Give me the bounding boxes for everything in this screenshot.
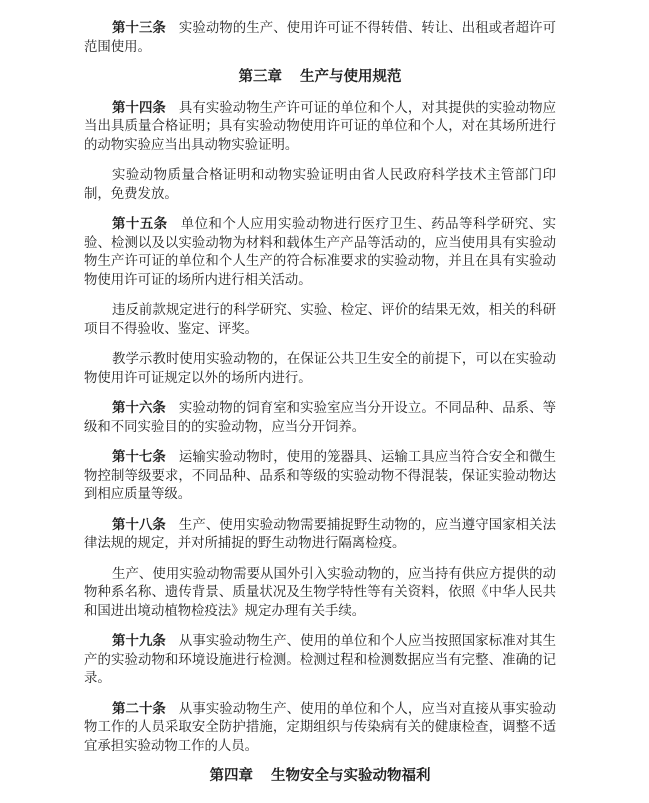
article-15-paragraph-2-text: 违反前款规定进行的科学研究、实验、检定、评价的结果无效，相关的科研项目不得验收、鉴定、评奖。 <box>84 302 556 336</box>
article-14-paragraph-2-text: 实验动物质量合格证明和动物实验证明由省人民政府科学技术主管部门印制，免费发放。 <box>84 167 556 201</box>
article-18-paragraph-2 <box>84 565 556 621</box>
article-20-text: 从事实验动物生产、使用的单位和个人，应当对直接从事实验动物工作的人员采取安全防护措施，定期组织与传染病有关的健康检查，调整不适宜承担实验动物工作的人员。 <box>84 700 557 753</box>
article-14-paragraph <box>84 99 556 155</box>
article-18-paragraph-2-text: 生产、使用实验动物需要从国外引入实验动物的，应当持有供应方提供的动物种系名称、遗传背景、质量状况及生物学特性等有关资料，依照《中华人民共和国进出境动植物检疫法》规定办理有关手续。 <box>84 565 556 618</box>
chapter-4-heading <box>84 767 556 786</box>
article-17-text: 运输实验动物时，使用的笼器具、运输工具应当符合安全和微生物控制等级要求，不同品种、品系和等级的实验动物不得混装，保证实验动物达到相应质量等级。 <box>84 449 557 501</box>
article-15-number: 第十五条 <box>112 216 168 231</box>
article-19-number: 第十九条 <box>112 633 166 648</box>
article-19-paragraph <box>84 632 556 688</box>
article-13-paragraph <box>84 19 556 56</box>
chapter-3-title: 生产与使用规范 <box>300 69 402 85</box>
chapter-3-heading <box>84 68 556 87</box>
article-17-number: 第十七条 <box>112 449 166 464</box>
article-16-number: 第十六条 <box>112 400 166 415</box>
article-19-text: 从事实验动物生产、使用的单位和个人应当按照国家标准对其生产的实验动物和环境设施进行检测。检测过程和检测数据应当有完整、准确的记录。 <box>84 633 557 685</box>
article-15-paragraph-3-text: 教学示教时使用实验动物的，在保证公共卫生安全的前提下，可以在实验动物使用许可证规定以外的场所内进行。 <box>84 351 556 385</box>
article-16-text: 实验动物的饲育室和实验室应当分开设立。不同品种、品系、等级和不同实验目的的实验动物，应当分开饲养。 <box>84 400 557 434</box>
article-14-paragraph-2 <box>84 166 556 203</box>
article-15-paragraph-3 <box>84 350 556 387</box>
article-14-number: 第十四条 <box>112 99 166 115</box>
article-18-text: 生产、使用实验动物需要捕捉野生动物的，应当遵守国家相关法律法规的规定，并对所捕捉的野生动物进行隔离检疫。 <box>84 516 557 550</box>
article-15-paragraph-2 <box>84 301 556 338</box>
article-18-paragraph <box>84 516 556 553</box>
article-20-paragraph <box>84 700 556 756</box>
article-16-paragraph <box>84 399 556 436</box>
article-17-paragraph <box>84 448 556 504</box>
article-13-number: 第十三条 <box>112 20 166 35</box>
article-18-number: 第十八条 <box>112 516 166 532</box>
article-15-text: 单位和个人应用实验动物进行医疗卫生、药品等科学研究、实验、检测以及以实验动物为材料和载体生产产品等活动的，应当使用具有实验动物生产许可证的单位和个人生产的符合标准要求的实验动物，并且在具有实验动物使用许可证的场所内进行相关活动。 <box>84 216 557 287</box>
article-15-paragraph <box>84 215 556 289</box>
article-13-text: 实验动物的生产、使用许可证不得转借、转让、出租或者超许可范围使用。 <box>84 20 557 54</box>
article-14-text: 具有实验动物生产许可证的单位和个人，对其提供的实验动物应当出具质量合格证明；具有实验动物使用许可证的单位和个人，对在其场所进行的动物实验应当出具动物实验证明。 <box>84 99 557 152</box>
article-20-number: 第二十条 <box>112 700 166 716</box>
chapter-4-title: 生物安全与实验动物福利 <box>271 768 431 784</box>
chapter-4-number: 第四章 <box>209 768 253 784</box>
chapter-3-number: 第三章 <box>238 69 282 85</box>
